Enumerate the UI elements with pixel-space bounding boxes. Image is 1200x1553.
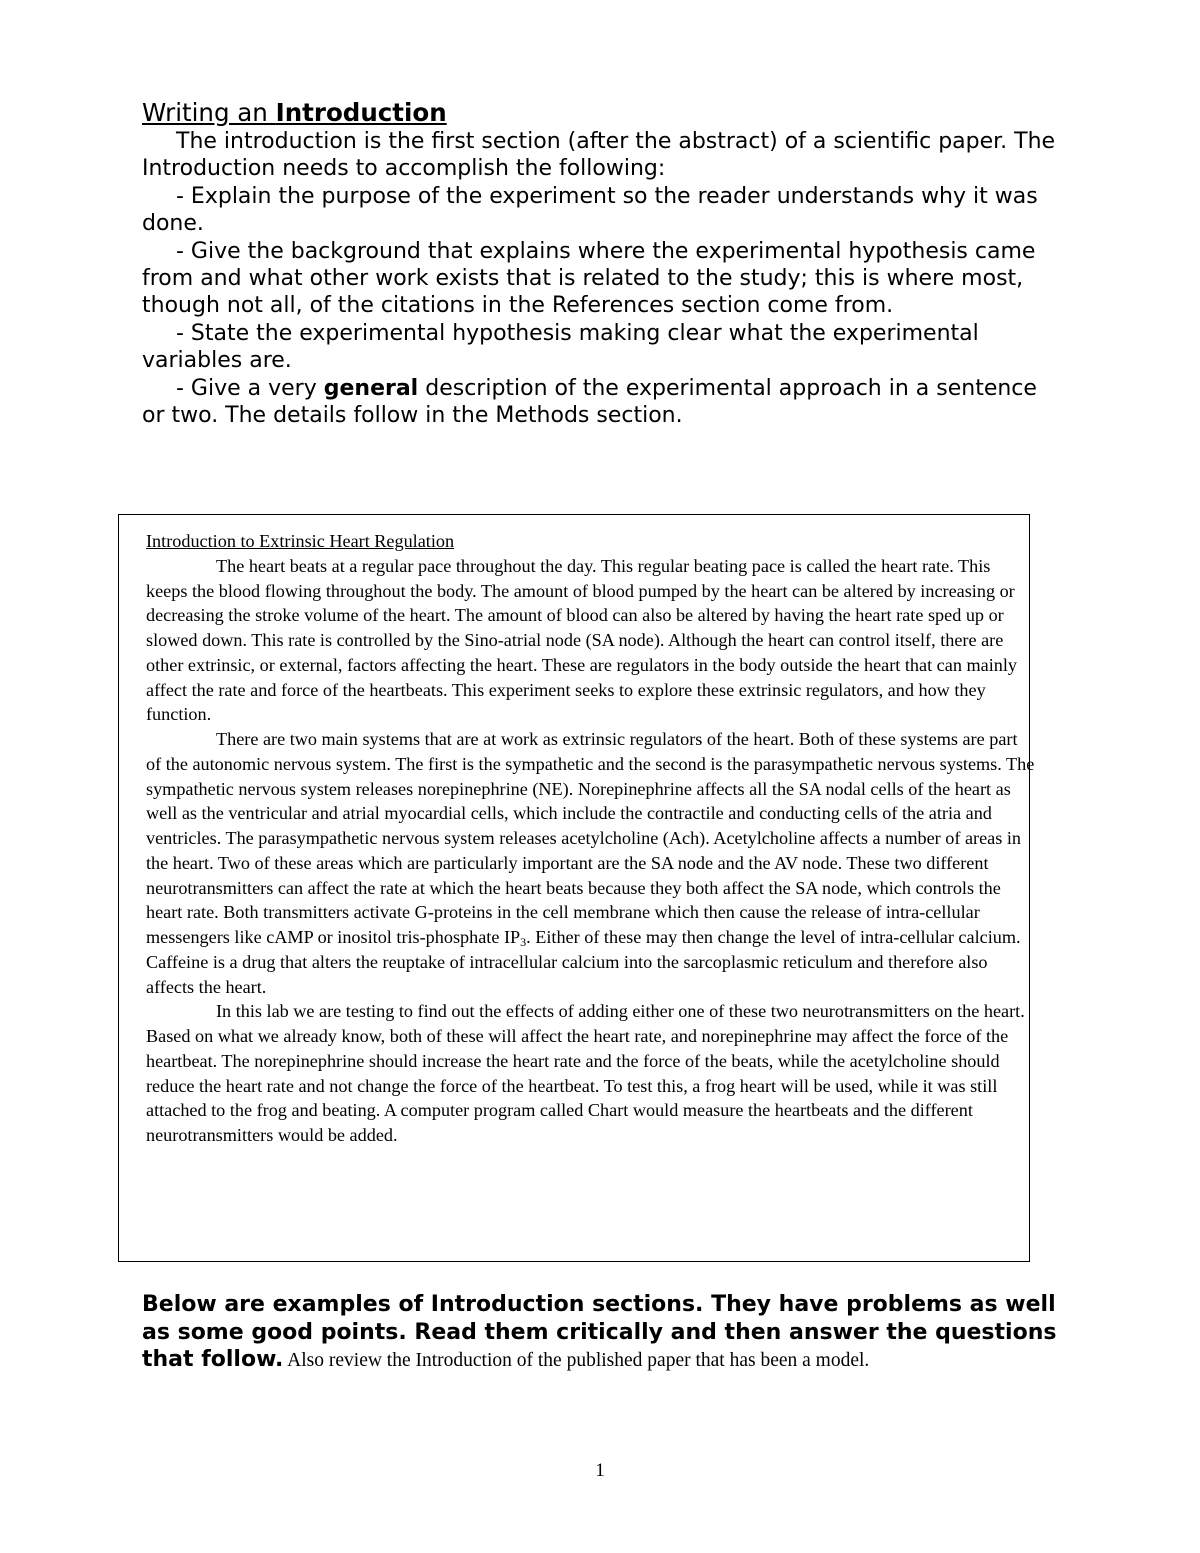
page-title (142, 98, 1062, 128)
example-paragraph: There are two main systems that are at work as extrinsic regulators of the heart. Both of these systems are part of the autonomic nervous system. The first is the sympathetic and the second is the parasympathetic nervous systems. The sympathetic nervous system releases norepinephrine (NE). Norepinephrine affects all the SA nodal cells of the heart as well as the ventricular and atrial myocardial cells, which include the contractile and conducting cells of the atria and ventricles. The parasympathetic nervous system releases acetylcholine (Ach). Acetylcholine affects a number of areas in the heart. Two of these areas which are particularly important are the SA node and the AV node. These two different neurotransmitters can affect the rate at which the heart beats because they both affect the SA node, which controls the heart rate. Both transmitters activate G-proteins in the cell membrane which then cause the release of intra-cellular messengers like cAMP or inositol tris-phosphate $IP_3$. Either of these may then change the level of intra-cellular calcium. Caffeine is a drug that alters the reuptake of intracellular calcium into the sarcoplasmic reticulum and therefore also affects the heart. (146, 729, 1035, 997)
guideline-item: - State the experimental hypothesis making clear what the experimental variables are. (142, 320, 979, 374)
intro-guidelines (142, 98, 1062, 429)
guideline-item: - Explain the purpose of the experiment so the reader understands why it was done. (142, 183, 1038, 237)
example-content (146, 529, 1036, 1148)
guideline-item: - Give a very general description of the experimental approach in a sentence or two. The details follow in the Methods section. (142, 375, 1037, 429)
intro-opening: The introduction is the first section (after the abstract) of a scientific paper. The Introduction needs to accomplish the following: (142, 129, 1056, 182)
emphasis-general: general (323, 375, 419, 401)
guideline-item: - Give the background that explains where the experimental hypothesis came from and what other work exists that is related to the study; this is where most, though not all, of the citations in the References section come from. (142, 238, 1036, 319)
example-introduction-box (118, 514, 1035, 1262)
instructions-lead: Below are examples of Introduction sections. They have problems as well as some good points. Read them critically and then answer the questions that follow. (142, 1292, 1057, 1373)
example-title: Introduction to Extrinsic Heart Regulation (146, 531, 455, 551)
example-paragraph: In this lab we are testing to find out the effects of adding either one of these two neurotransmitters on the heart. Based on what we already know, both of these will affect the heart rate, and norepinephrine may affect the force of the heartbeat. The norepinephrine should increase the heart rate and the force of the beats, while the acetylcholine should reduce the heart rate and not change the force of the heartbeat. To test this, a frog heart will be used, while it was still attached to the frog and beating. A computer program called Chart would measure the heartbeats and the different neurotransmitters would be added. (146, 1001, 1025, 1145)
subscript: 3 (520, 935, 527, 949)
example-paragraph: The heart beats at a regular pace throughout the day. This regular beating pace is called the heart rate. This keeps the blood flowing throughout the body. The amount of blood pumped by the heart can be altered by increasing or decreasing the stroke volume of the heart. The amount of blood can also be altered by having the heart rate sped up or slowed down. This rate is controlled by the Sino-atrial node (SA node). Although the heart can control itself, there are other extrinsic, or external, factors affecting the heart. These are regulators in the body outside the heart that can mainly affect the rate and force of the heartbeats. This experiment seeks to explore these extrinsic regulators, and how they function. (146, 555, 1017, 725)
page-number: 1 (595, 1460, 605, 1481)
title-bold: Introduction (275, 98, 447, 127)
instructions-note (142, 1291, 1062, 1375)
instructions-tail: Also review the Introduction of the published paper that has been a model. (283, 1350, 870, 1372)
title-plain: Writing an (142, 98, 276, 127)
